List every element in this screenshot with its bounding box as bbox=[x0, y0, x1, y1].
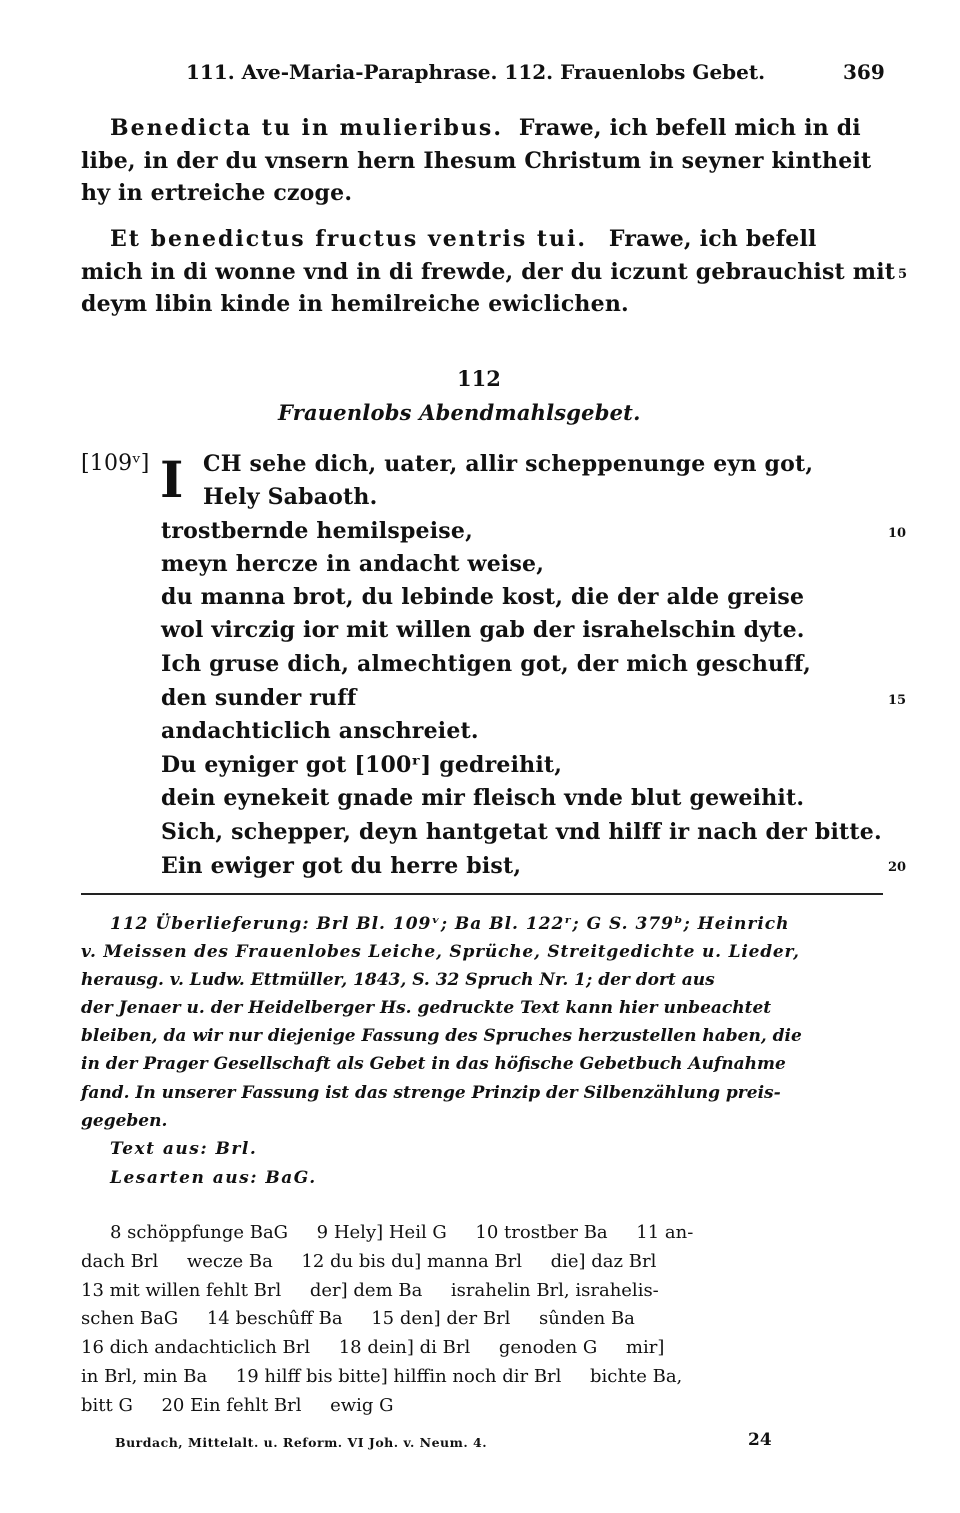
variants-line: dach Brl wecze Ba 12 du bis du] manna Brl die] daz Brl bbox=[81, 1251, 657, 1272]
prayer111-line-1 bbox=[110, 115, 861, 141]
latin-phrase: Benedicta tu in mulieribus. bbox=[110, 115, 503, 141]
poem-line: trostbernde hemilspeise, bbox=[161, 518, 473, 544]
section-number: 112 bbox=[457, 366, 501, 391]
folio-reference: [109ᵛ] bbox=[81, 451, 150, 476]
prayer111-line-4 bbox=[110, 226, 817, 252]
drop-initial: I bbox=[160, 450, 184, 509]
variants-line: schen BaG 14 beschûff Ba 15 den] der Brl sûnden Ba bbox=[81, 1308, 635, 1329]
page-number: 369 bbox=[843, 60, 885, 84]
text-span: Frawe, ich befell bbox=[608, 226, 817, 252]
variants-line: 16 dich andachticlich Brl 18 dein] di Brl genoden G mir] bbox=[81, 1337, 665, 1358]
prayer111-line-6: deym libin kinde in hemilreiche ewiclichen. bbox=[81, 291, 629, 317]
margin-line-number: 15 bbox=[888, 693, 907, 708]
poem-line: Ein ewiger got du herre bist, bbox=[161, 853, 522, 879]
prayer111-line-5: mich in di wonne vnd in di frewde, der du iczunt gebrauchist mit bbox=[81, 259, 896, 285]
poem-line: Hely Sabaoth. bbox=[203, 484, 378, 510]
readings-source: Lesarten aus: BaG. bbox=[110, 1168, 317, 1188]
apparatus-line: bleiben, da wir nur diejenige Fassung des Spruches herzustellen haben, die bbox=[81, 1026, 802, 1046]
margin-line-number: 10 bbox=[888, 526, 907, 541]
text-source: Text aus: Brl. bbox=[110, 1139, 258, 1159]
poem-line: CH sehe dich, uater, allir scheppenunge eyn got, bbox=[203, 451, 814, 477]
apparatus-line: 112 Überlieferung: Brl Bl. 109ᵛ; Ba Bl. 122ʳ; G S. 379ᵇ; Heinrich bbox=[110, 914, 790, 934]
poem-line: Sich, schepper, deyn hantgetat vnd hilff ir nach der bitte. bbox=[161, 819, 882, 845]
prayer111-line-2: libe, in der du vnsern hern Ihesum Christum in seyner kintheit bbox=[81, 148, 872, 174]
margin-line-number: 20 bbox=[888, 860, 907, 875]
margin-line-number: 5 bbox=[898, 267, 908, 282]
signature-mark: 24 bbox=[748, 1430, 772, 1450]
running-title: 111. Ave-Maria-Paraphrase. 112. Frauenlobs Gebet. bbox=[186, 60, 766, 84]
apparatus-line: in der Prager Gesellschaft als Gebet in das höfische Gebetbuch Aufnahme bbox=[81, 1054, 786, 1074]
poem-line: du manna brot, du lebinde kost, die der alde greise bbox=[161, 584, 805, 610]
apparatus-line: v. Meissen des Frauenlobes Leiche, Sprüche, Streitgedichte u. Lieder, bbox=[81, 942, 800, 962]
poem-line: andachticlich anschreiet. bbox=[161, 718, 479, 744]
footer-citation: Burdach, Mittelalt. u. Reform. VI Joh. v. Neum. 4. bbox=[115, 1435, 488, 1450]
footnote-rule bbox=[81, 893, 883, 895]
apparatus-line: herausg. v. Ludw. Ettmüller, 1843, S. 32 Spruch Nr. 1; der dort aus bbox=[81, 970, 715, 990]
apparatus-line: gegeben. bbox=[81, 1111, 168, 1131]
text-span: Frawe, ich befell mich in di bbox=[518, 115, 861, 141]
poem-line: den sunder ruff bbox=[161, 685, 357, 711]
latin-phrase: Et benedictus fructus ventris tui. bbox=[110, 226, 588, 252]
poem-line: Ich gruse dich, almechtigen got, der mich geschuff, bbox=[161, 651, 811, 677]
poem-line: Du eyniger got [100ʳ] gedreihit, bbox=[161, 752, 563, 778]
poem-line: dein eynekeit gnade mir fleisch vnde blut geweihit. bbox=[161, 785, 805, 811]
variants-line: bitt G 20 Ein fehlt Brl ewig G bbox=[81, 1395, 394, 1416]
poem-line: wol virczig ior mit willen gab der israhelschin dyte. bbox=[161, 617, 805, 643]
apparatus-line: der Jenaer u. der Heidelberger Hs. gedruckte Text kann hier unbeachtet bbox=[81, 998, 772, 1018]
prayer111-line-3: hy in ertreiche czoge. bbox=[81, 180, 353, 206]
section-title: Frauenlobs Abendmahlsgebet. bbox=[278, 400, 641, 425]
variants-line: in Brl, min Ba 19 hilff bis bitte] hilffin noch dir Brl bichte Ba, bbox=[81, 1366, 683, 1387]
apparatus-line: fand. In unserer Fassung ist das strenge Prinzip der Silbenzählung preis- bbox=[81, 1083, 781, 1103]
poem-line: meyn hercze in andacht weise, bbox=[161, 551, 545, 577]
variants-line: 8 schöppfunge BaG 9 Hely] Heil G 10 trostber Ba 11 an- bbox=[110, 1222, 694, 1243]
variants-line: 13 mit willen fehlt Brl der] dem Ba israhelin Brl, israhelis- bbox=[81, 1280, 659, 1301]
